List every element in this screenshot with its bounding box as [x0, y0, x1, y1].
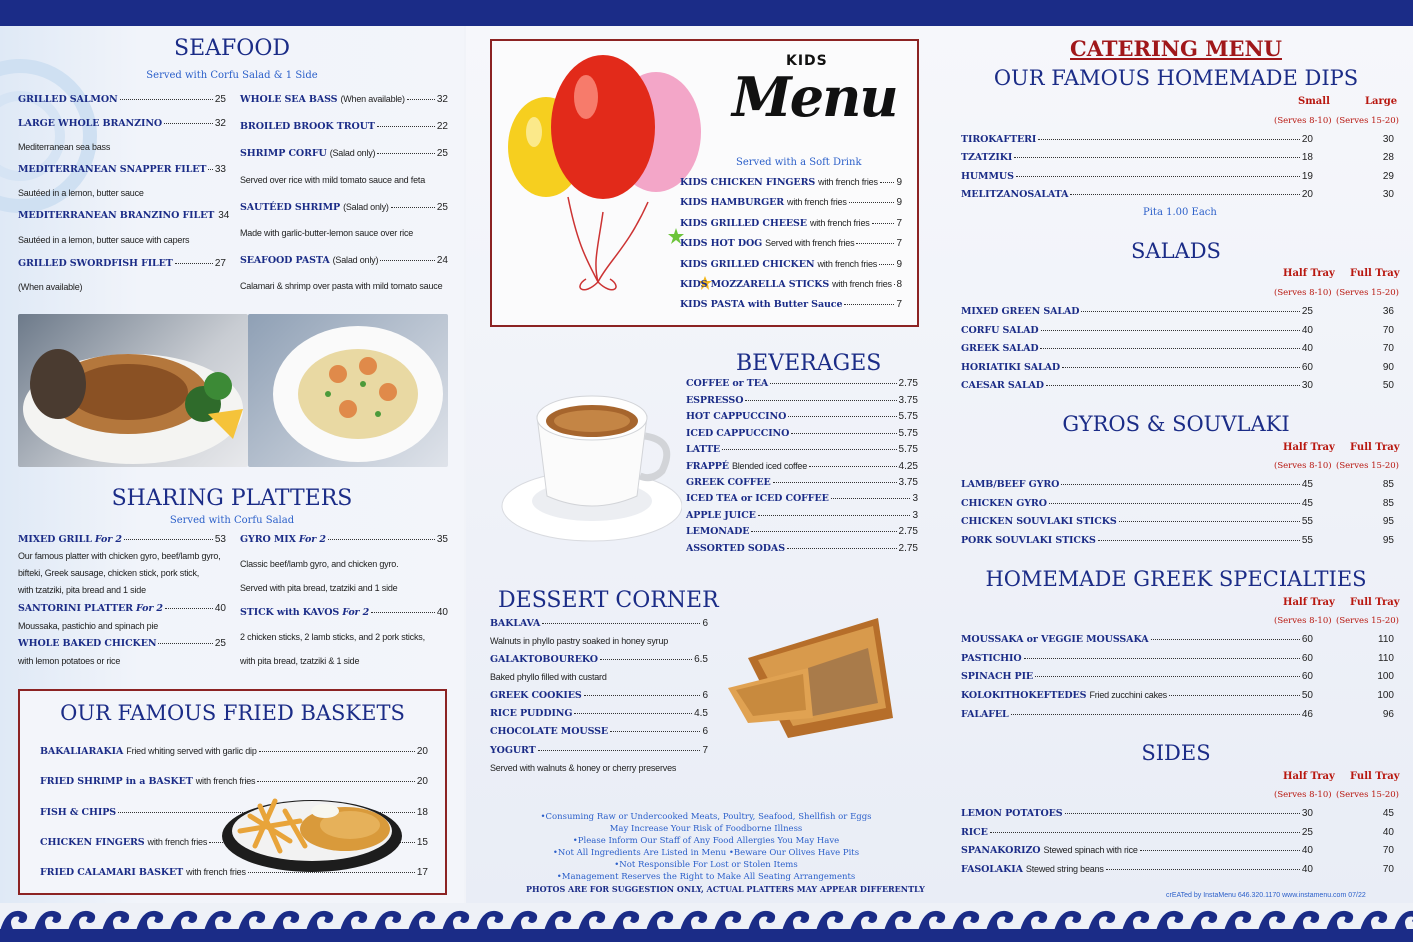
price-large: 100 [1377, 671, 1394, 682]
menu-item: CHICKEN FINGERS with french fries 15 [40, 837, 428, 848]
price-large: 29 [1382, 171, 1394, 182]
coffee-cup-icon [492, 376, 682, 551]
item-description: Served with walnuts & honey or cherry preserves [490, 763, 677, 773]
price-large: 110 [1378, 653, 1394, 664]
column-header: Small [1298, 96, 1330, 107]
column-header: Full Tray [1350, 268, 1400, 279]
menu-item: LATTE 5.75 [686, 444, 918, 455]
fried-baskets-box [18, 689, 447, 895]
menu-item: TZATZIKI 18 [961, 152, 1313, 163]
menu-item: ESPRESSO 3.75 [686, 395, 918, 406]
seafood-subtitle: Served with Corfu Salad & 1 Side [146, 70, 318, 81]
photo-disclaimer: PHOTOS ARE FOR SUGGESTION ONLY, ACTUAL PLATTERS MAY APPEAR DIFFERENTLY [526, 884, 925, 894]
menu-item: MIXED GRILL For 2 53 [18, 534, 226, 545]
menu-item: HORIATIKI SALAD 60 [961, 362, 1313, 373]
menu-item: ASSORTED SODAS 2.75 [686, 543, 918, 554]
seafood-title: SEAFOOD [174, 36, 290, 61]
serving-size: (Serves 15-20) [1336, 116, 1399, 126]
column-header: Half Tray [1283, 442, 1335, 453]
price-large: 40 [1382, 827, 1394, 838]
dips-title: OUR FAMOUS HOMEMADE DIPS [993, 66, 1359, 90]
notice-line: •Please Inform Our Staff of Any Food Allergies You May Have [572, 836, 840, 846]
serving-size: (Serves 8-10) [1274, 616, 1332, 626]
menu-item: WHOLE SEA BASS (When available) 32 [240, 94, 448, 105]
seafood-pasta-photo [248, 314, 448, 467]
notice-line: •Management Reserves the Right to Make All Seating Arrangements [556, 872, 856, 882]
price-large: 85 [1382, 498, 1394, 509]
column-header: Full Tray [1350, 771, 1400, 782]
menu-item: SPANAKORIZO Stewed spinach with rice 40 [961, 845, 1313, 856]
menu-item: FRIED SHRIMP in a BASKET with french fries 20 [40, 776, 428, 787]
price-large: 85 [1382, 479, 1394, 490]
notice-line: May Increase Your Risk of Foodborne Illness [609, 824, 803, 834]
column-header: Half Tray [1283, 597, 1335, 608]
menu-item: KIDS GRILLED CHEESE with french fries 7 [680, 218, 902, 229]
fish-and-chips-basket-icon [220, 781, 405, 876]
column-header: Large [1365, 96, 1398, 107]
item-description: Classic beef/lamb gyro, and chicken gyro. [240, 559, 399, 569]
menu-item: KIDS CHICKEN FINGERS with french fries 9 [680, 177, 902, 188]
menu-item: FRIED CALAMARI BASKET with french fries 17 [40, 867, 428, 878]
menu-item: FASOLAKIA Stewed string beans 40 [961, 864, 1313, 875]
price-large: 95 [1382, 516, 1394, 527]
serving-size: (Serves 8-10) [1274, 116, 1332, 126]
menu-item: FRAPPÉ Blended iced coffee 4.25 [686, 461, 918, 472]
item-description: Our famous platter with chicken gyro, beef/lamb gyro, [18, 551, 221, 561]
menu-item: KIDS HOT DOG Served with french fries 7 [680, 238, 902, 249]
menu-item: SANTORINI PLATTER For 2 40 [18, 603, 226, 614]
menu-item: SAUTÉED SHRIMP (Salad only) 25 [240, 202, 448, 213]
price-large: 50 [1382, 380, 1394, 391]
menu-item: GRILLED SALMON 25 [18, 94, 226, 105]
menu-item: CHICKEN GYRO 45 [961, 498, 1313, 509]
menu-item: CAESAR SALAD 30 [961, 380, 1313, 391]
menu-item: MOUSSAKA or VEGGIE MOUSSAKA 60 [961, 634, 1313, 645]
menu-item: RICE 25 [961, 827, 1313, 838]
menu-item: ICED CAPPUCCINO 5.75 [686, 428, 918, 439]
fried-title: OUR FAMOUS FRIED BASKETS [60, 701, 405, 725]
serving-size: (Serves 8-10) [1274, 461, 1332, 471]
serving-size: (Serves 8-10) [1274, 790, 1332, 800]
menu-item: COFFEE or TEA 2.75 [686, 378, 918, 389]
price-large: 95 [1382, 535, 1394, 546]
menu-item: HUMMUS 19 [961, 171, 1313, 182]
menu-item: GRILLED SWORDFISH FILET 27 [18, 258, 226, 269]
column-header: Half Tray [1283, 771, 1335, 782]
item-description: Sautéed in a lemon, butter sauce with capers [18, 235, 190, 245]
item-description: bifteki, Greek sausage, chicken stick, pork stick, [18, 568, 200, 578]
menu-item: TIROKAFTERI 20 [961, 134, 1313, 145]
menu-item: LEMON POTATOES 30 [961, 808, 1313, 819]
menu-item: WHOLE BAKED CHICKEN 25 [18, 638, 226, 649]
dessert-title: DESSERT CORNER [498, 588, 719, 613]
price-large: 36 [1382, 306, 1394, 317]
item-description: Moussaka, pastichio and spinach pie [18, 621, 159, 631]
menu-item: STICK with KAVOS For 2 40 [240, 607, 448, 618]
column-header: Half Tray [1283, 268, 1335, 279]
price-large: 90 [1382, 362, 1394, 373]
item-description: Baked phyllo filled with custard [490, 672, 607, 682]
menu-item: MIXED GREEN SALAD 25 [961, 306, 1313, 317]
baklava-photo-icon [718, 598, 918, 748]
price-large: 100 [1377, 690, 1394, 701]
item-description: Mediterranean sea bass [18, 142, 111, 152]
item-description: Served over rice with mild tomato sauce and feta [240, 175, 425, 185]
notice-line: •Not All Ingredients Are Listed in Menu •Beware Our Olives Have Pits [552, 848, 860, 858]
catering-title: CATERING MENU [1070, 36, 1282, 61]
menu-item: HOT CAPPUCCINO 5.75 [686, 411, 918, 422]
menu-item: LEMONADE 2.75 [686, 526, 918, 537]
menu-item: GREEK SALAD 40 [961, 343, 1313, 354]
item-description: Served with pita bread, tzatziki and 1 side [240, 583, 398, 593]
panel-left [0, 26, 464, 903]
menu-item: BROILED BROOK TROUT 22 [240, 121, 448, 132]
serving-size: (Serves 15-20) [1336, 790, 1399, 800]
specialties-title: HOMEMADE GREEK SPECIALTIES [985, 567, 1367, 591]
menu-item: LAMB/BEEF GYRO 45 [961, 479, 1313, 490]
item-description: 2 chicken sticks, 2 lamb sticks, and 2 pork sticks, [240, 632, 425, 642]
menu-item: SPINACH PIE 60 [961, 671, 1313, 682]
item-description: with pita bread, tzatziki & 1 side [240, 656, 360, 666]
price-large: 70 [1382, 864, 1394, 875]
menu-item: CORFU SALAD 40 [961, 325, 1313, 336]
price-large: 28 [1382, 152, 1394, 163]
price-large: 70 [1382, 343, 1394, 354]
menu-item: PORK SOUVLAKI STICKS 55 [961, 535, 1313, 546]
menu-item: APPLE JUICE 3 [686, 510, 918, 521]
price-large: 110 [1378, 634, 1394, 645]
menu-item: BAKALIARAKIA Fried whiting served with garlic dip 20 [40, 746, 428, 757]
sides-title: SIDES [1141, 741, 1211, 765]
menu-item: SEAFOOD PASTA (Salad only) 24 [240, 255, 448, 266]
menu-item: FISH & CHIPS 18 [40, 807, 428, 818]
top-navy-band [0, 0, 1413, 26]
menu-item: CHICKEN SOUVLAKI STICKS 55 [961, 516, 1313, 527]
menu-item: CHOCOLATE MOUSSE 6 [490, 726, 708, 737]
grilled-fish-photo [18, 314, 248, 467]
price-large: 30 [1382, 189, 1394, 200]
item-description: with lemon potatoes or rice [18, 656, 121, 666]
menu-item: KIDS MOZZARELLA STICKS with french fries 8 [680, 279, 902, 290]
price-large: 70 [1382, 845, 1394, 856]
menu-item: GALAKTOBOUREKO 6.5 [490, 654, 708, 665]
menu-item: GYRO MIX For 2 35 [240, 534, 448, 545]
pita-note: Pita 1.00 Each [1143, 207, 1217, 218]
price-large: 45 [1382, 808, 1394, 819]
item-description: Sautéed in a lemon, butter sauce [18, 188, 144, 198]
credit-line: crEATed by InstaMenu 646.320.1170 www.instamenu.com 07/22 [1166, 892, 1366, 899]
balloons-icon [498, 47, 703, 307]
menu-item: KIDS HAMBURGER with french fries 9 [680, 197, 902, 208]
menu-item: PASTICHIO 60 [961, 653, 1313, 664]
greek-wave-border-icon [0, 903, 1413, 942]
kids-title-big: Menu [732, 65, 897, 129]
menu-item: FALAFEL 46 [961, 709, 1313, 720]
price-large: 30 [1382, 134, 1394, 145]
sharing-title: SHARING PLATTERS [111, 486, 353, 511]
column-header: Full Tray [1350, 597, 1400, 608]
notice-line: •Not Responsible For Lost or Stolen Items [614, 860, 798, 870]
gyros-title: GYROS & SOUVLAKI [1062, 412, 1290, 436]
menu-item: SHRIMP CORFU (Salad only) 25 [240, 148, 448, 159]
notice-line: •Consuming Raw or Undercooked Meats, Poultry, Seafood, Shellfish or Eggs [540, 812, 872, 822]
item-description: Made with garlic-butter-lemon sauce over rice [240, 228, 414, 238]
price-large: 96 [1382, 709, 1394, 720]
serving-size: (Serves 15-20) [1336, 288, 1399, 298]
item-description: Walnuts in phyllo pastry soaked in honey syrup [490, 636, 669, 646]
item-description: (When available) [18, 282, 83, 292]
price-large: 70 [1382, 325, 1394, 336]
menu-item: BAKLAVA 6 [490, 618, 708, 629]
salads-title: SALADS [1131, 239, 1221, 263]
menu-item: GREEK COFFEE 3.75 [686, 477, 918, 488]
menu-item: KIDS PASTA with Butter Sauce 7 [680, 299, 902, 310]
serving-size: (Serves 15-20) [1336, 461, 1399, 471]
kids-title-small: KIDS [786, 53, 828, 69]
menu-item: MEDITERRANEAN BRANZINO FILET 34 [18, 210, 230, 221]
menu-item: KOLOKITHOKEFTEDES Fried zucchini cakes 50 [961, 690, 1313, 701]
beverages-title: BEVERAGES [736, 351, 882, 376]
menu-item: MEDITERRANEAN SNAPPER FILET 33 [18, 164, 226, 175]
panel-right [946, 26, 1413, 903]
menu-item: KIDS GRILLED CHICKEN with french fries 9 [680, 259, 902, 270]
serving-size: (Serves 15-20) [1336, 616, 1399, 626]
column-header: Full Tray [1350, 442, 1400, 453]
menu-item: LARGE WHOLE BRANZINO 32 [18, 118, 226, 129]
serving-size: (Serves 8-10) [1274, 288, 1332, 298]
kids-subtitle: Served with a Soft Drink [736, 157, 862, 168]
menu-item: YOGURT 7 [490, 745, 708, 756]
item-description: Calamari & shrimp over pasta with mild tomato sauce [240, 281, 443, 291]
menu-item: RICE PUDDING 4.5 [490, 708, 708, 719]
menu-item: GREEK COOKIES 6 [490, 690, 708, 701]
kids-menu-box [490, 39, 919, 327]
sharing-subtitle: Served with Corfu Salad [169, 515, 295, 526]
panel-middle [466, 26, 946, 903]
menu-item: ICED TEA or ICED COFFEE 3 [686, 493, 918, 504]
menu-item: MELITZANOSALATA 20 [961, 189, 1313, 200]
item-description: with tzatziki, pita bread and 1 side [18, 585, 146, 595]
